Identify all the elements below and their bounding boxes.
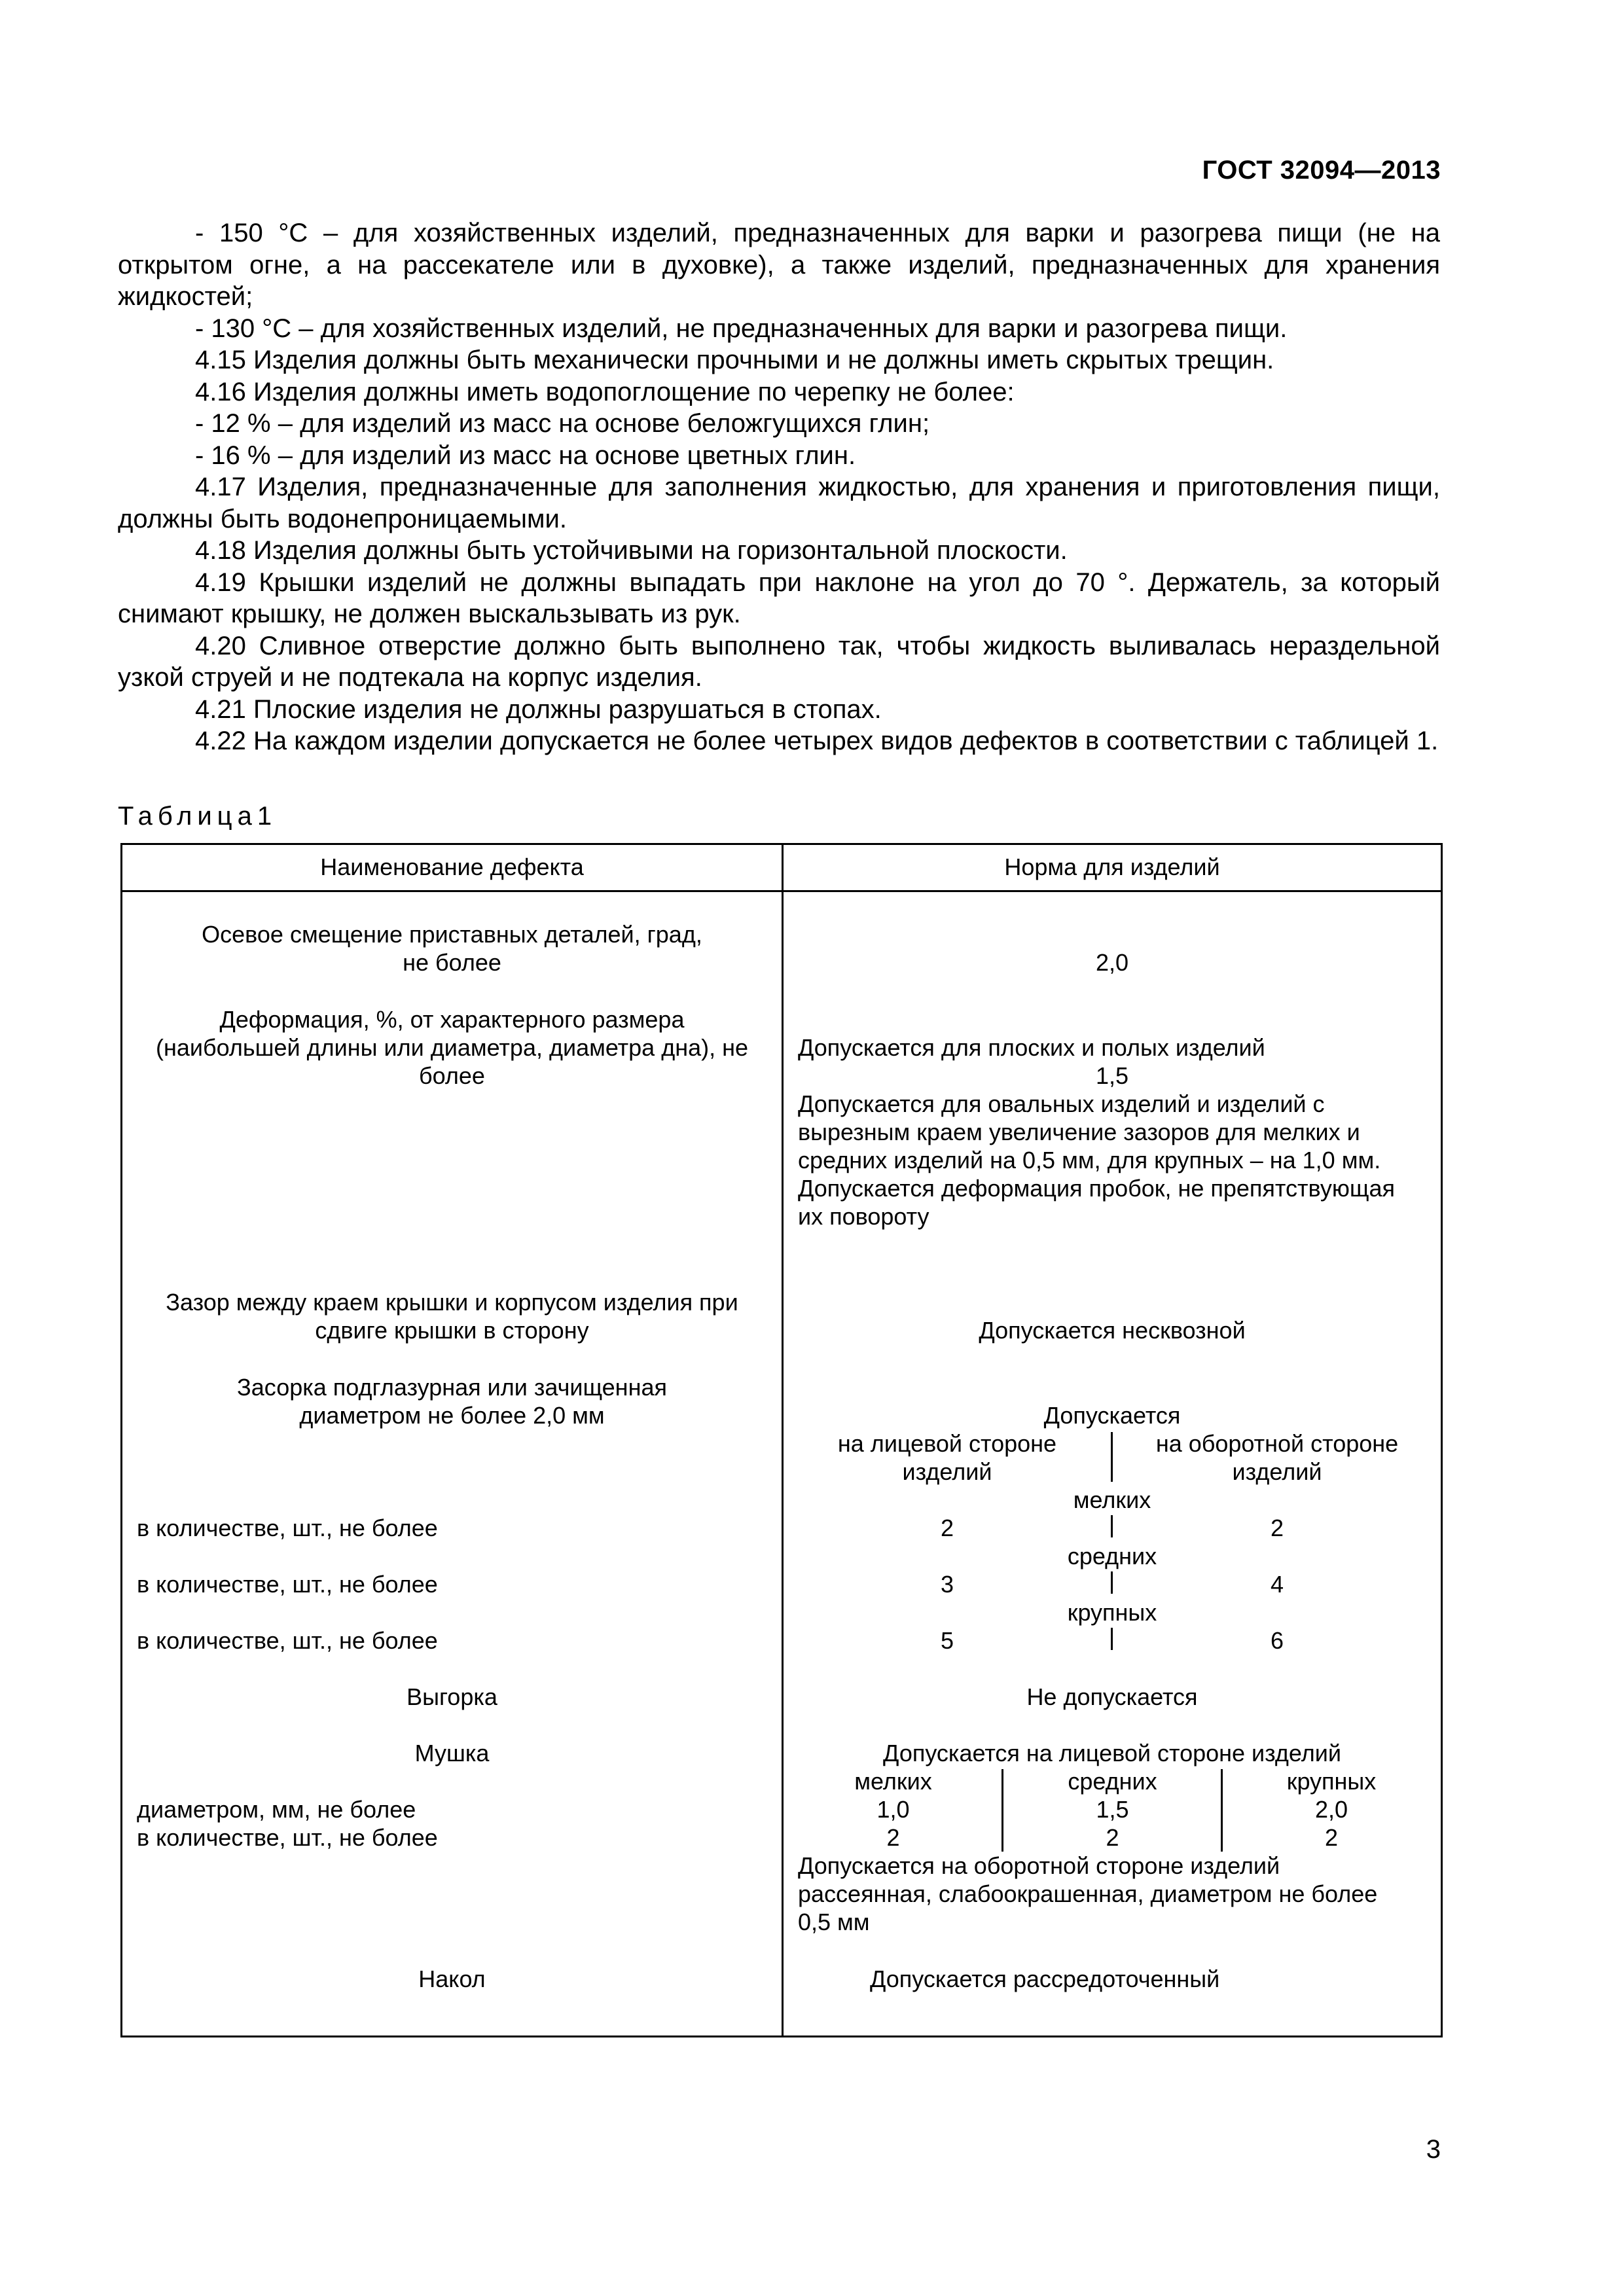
zasorka-size-label: средних [1067,1543,1157,1570]
defects-table [120,843,1443,2037]
paragraph: - 16 % – для изделий из масс на основе цветных глин. [195,440,856,470]
row-vygorka-label: Выгорка [406,1683,497,1710]
paragraph: - 150 °С – для хозяйственных изделий, предназначенных для варки и разогрева пищи (не на открытом огне, а на рассекателе или в духовке), а также изделий, предназначенных для хранения жидкостей; [118,219,1440,311]
row-deform-norm: Допускается для овальных изделий и изделий с [798,1090,1325,1117]
row-gap-label: Зазор между краем крышки и корпусом изделия при [166,1289,738,1316]
zasorka-face-value: 2 [940,1515,954,1541]
mushka-divider [1221,1769,1223,1852]
paragraph: 4.16 Изделия должны иметь водопоглощение по черепку не более: [195,377,1015,406]
row-nakol-value: Допускается рассредоточенный [870,1965,1220,1992]
paragraph: 4.21 Плоские изделия не должны разрушаться в стопах. [195,694,882,724]
zasorka-face-header: изделий [902,1458,992,1485]
zasorka-row-label: в количестве, шт., не более [137,1627,438,1654]
document-code: ГОСТ 32094—2013 [1202,156,1441,185]
page-number: 3 [1426,2135,1441,2164]
row-deform-norm: вырезным краем увеличение зазоров для мелких и [798,1119,1360,1145]
zasorka-face-header: на лицевой стороне [837,1430,1057,1457]
zasorka-back-header: на оборотной стороне [1155,1430,1399,1457]
paragraph: 4.15 Изделия должны быть механически прочными и не должны иметь скрытых трещин. [195,346,1274,374]
zasorka-row-label: в количестве, шт., не более [137,1571,438,1598]
zasorka-face-value: 3 [940,1571,954,1598]
paragraph: - 12 % – для изделий из масс на основе беложгущихся глин; [195,409,930,438]
mushka-diam-label: диаметром, мм, не более [137,1796,416,1823]
row-zasorka-head: Допускается [1043,1402,1181,1429]
table-caption: Таблица1 [118,802,278,831]
row-deform-norm: Допускается деформация пробок, не препятствующая [798,1175,1395,1202]
paragraph: 4.22 На каждом изделии допускается не более четырех видов дефектов в соответствии с таблицей 1. [195,726,1439,755]
mushka-count-value: 2 [886,1824,900,1851]
zasorka-size-label: крупных [1067,1599,1157,1626]
header-divider [122,890,1441,892]
row-nakol-label: Накол [418,1965,486,1992]
mushka-divider [1001,1769,1003,1852]
paragraph: - 130 °С – для хозяйственных изделий, не предназначенных для варки и разогрева пищи. [195,314,1288,343]
row-axial-label: не более [403,949,501,976]
row-deform-norm: Допускается для плоских и полых изделий [798,1034,1265,1061]
mushka-count-value: 2 [1324,1824,1339,1851]
mushka-diam-value: 2,0 [1314,1796,1348,1823]
row-deform-label: более [419,1062,485,1089]
mushka-back-note: 0,5 мм [798,1909,870,1935]
zasorka-divider [1111,1432,1113,1482]
row-deform-value: 1,5 [1095,1062,1129,1089]
mushka-col-header: средних [1068,1768,1157,1795]
zasorka-divider [1111,1515,1113,1537]
row-axial-label: Осевое смещение приставных деталей, град, [202,921,702,948]
row-vygorka-value: Не допускается [1026,1683,1198,1710]
mushka-count-label: в количестве, шт., не более [137,1824,438,1851]
row-deform-label: Деформация, %, от характерного размера [219,1006,685,1033]
row-mushka-label: Мушка [414,1740,490,1767]
zasorka-divider [1111,1628,1113,1650]
mushka-diam-value: 1,0 [876,1796,910,1823]
zasorka-size-label: мелких [1073,1486,1151,1513]
zasorka-back-value: 4 [1270,1571,1284,1598]
header-defect-name: Наименование дефекта [320,853,584,880]
zasorka-back-value: 6 [1270,1627,1284,1654]
mushka-col-header: мелких [854,1768,932,1795]
zasorka-back-value: 2 [1270,1515,1284,1541]
row-axial-value: 2,0 [1095,949,1129,976]
row-deform-label: (наибольшей длины или диаметра, диаметра дна), не [155,1034,749,1061]
body-text [118,217,1440,757]
header-norm: Норма для изделий [1004,853,1220,880]
mushka-diam-value: 1,5 [1096,1796,1129,1823]
row-gap-label: сдвиге крышки в сторону [315,1317,589,1344]
row-mushka-head: Допускается на лицевой стороне изделий [883,1740,1341,1767]
row-gap-value: Допускается несквозной [979,1317,1246,1344]
row-deform-norm: их повороту [798,1203,929,1230]
row-zasorka-label: диаметром не более 2,0 мм [299,1402,605,1429]
zasorka-back-header: изделий [1232,1458,1322,1485]
paragraph: 4.19 Крышки изделий не должны выпадать при наклоне на угол до 70 °. Держатель, за который снимают крышку, не должен выскальзывать из рук. [118,567,1440,628]
paragraph: 4.17 Изделия, предназначенные для заполнения жидкостью, для хранения и приготовления пищи, должны быть водонепроницаемыми. [118,473,1440,533]
zasorka-divider [1111,1571,1113,1594]
mushka-back-note: рассеянная, слабоокрашенная, диаметром не более [798,1880,1378,1907]
zasorka-row-label: в количестве, шт., не более [137,1515,438,1541]
row-zasorka-label: Засорка подглазурная или зачищенная [237,1374,667,1401]
paragraph: 4.20 Сливное отверстие должно быть выполнено так, чтобы жидкость выливалась нераздельной узкой струей и не подтекала на корпус изделия. [118,631,1440,692]
mushka-back-note: Допускается на оборотной стороне изделий [798,1852,1280,1879]
row-deform-norm: средних изделий на 0,5 мм, для крупных – на 1,0 мм. [798,1147,1381,1174]
mushka-count-value: 2 [1106,1824,1119,1851]
mushka-col-header: крупных [1286,1768,1377,1795]
zasorka-face-value: 5 [940,1627,954,1654]
paragraph: 4.18 Изделия должны быть устойчивыми на горизонтальной плоскости. [195,536,1068,565]
